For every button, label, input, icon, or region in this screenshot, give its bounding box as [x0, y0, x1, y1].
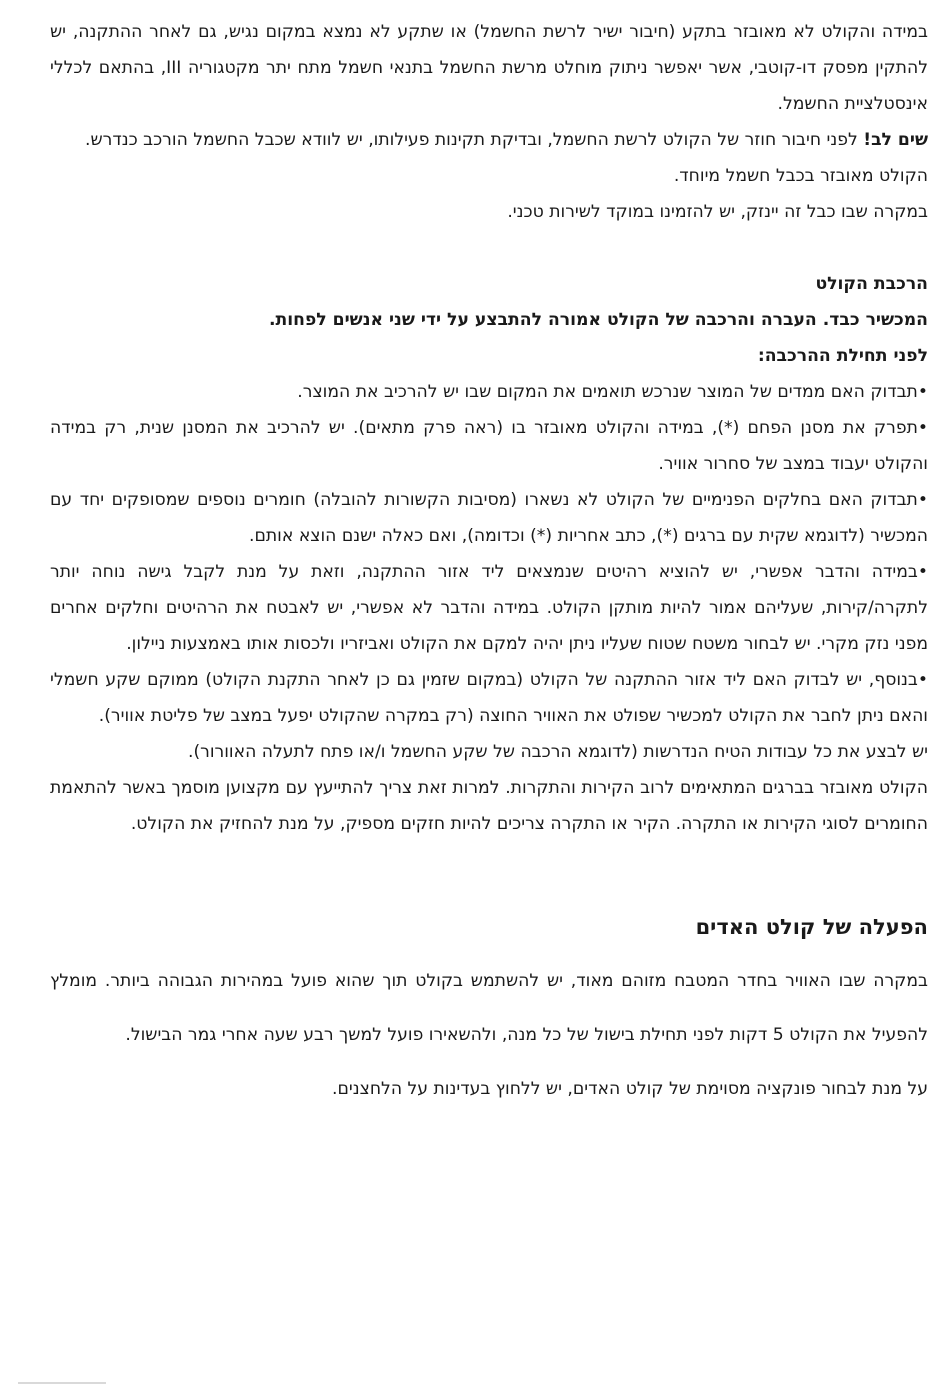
assembly-bullet-dimensions: •תבדוק האם ממדים של המוצר שנרכש תואמים את המקום שבו יש להרכיב את המוצר. [297, 382, 928, 402]
assembly-bullet-furniture: •במידה והדבר אפשרי, יש להוציא רהיטים שנמצאים ליד אזור ההתקנה, וזאת על מנת לקבל גישה נוחה יותר לתקרה/קירות, שעליהם אמור להיות מותקן הקולט. במידה והדבר לא אפשרי, יש לאבטח את הרהיטים וחלקים אחרים מפני נזק מקרי. יש לבחור משטח שטוח שעליו ניתן יהיה למקם את הקולט ואביזריו ולכסות אותו באמצעות ניילון. [50, 562, 928, 654]
page-corner-line [18, 1382, 106, 1384]
intro-note [50, 122, 928, 158]
assembly-bullet-socket: •בנוסף, יש לבדוק האם ליד אזור ההתקנה של הקולט (במקום שזמין גם כן לאחר התקנת הקולט) ממוקם שקע חשמלי והאם ניתן לחבר את הקולט למכשיר שפולט את האוויר החוצה (רק במקרה שהקולט יפעל במצב של פליטת אוויר). [50, 670, 928, 726]
note-text: לפני חיבור חוזר של הקולט לרשת החשמל, ובדיקת תקינות פעילותו, יש לוודא שכבל החשמל הורכב כנדרש. [85, 130, 864, 150]
section-spacer [50, 842, 928, 900]
operation-paragraph-buttons: על מנת לבחור פונקציה מסוימת של קולט האדים, יש ללחוץ בעדינות על הלחצנים. [332, 1079, 928, 1099]
intro-paragraph-service: במקרה שבו כבל זה יינזק, יש להזמינו במוקד לשירות טכני. [507, 202, 928, 222]
assembly-heading: הרכבת הקולט [815, 274, 928, 294]
assembly-bullet-inner-parts: •תבדוק האם בחלקים הפנימיים של הקולט לא נשארו (מסיבות הקשורות להובלה) חומרים נוספים שמסופקים יחד עם המכשיר (לדוגמא שקית עם ברגים (*), כתב אחריות (*) וכדומה), ואם כאלה ישנם הוצא אותם. [50, 490, 928, 546]
section-spacer [50, 230, 928, 266]
assembly-paragraph-screws: הקולט מאובזר בברגים המתאימים לרוב הקירות והתקרות. למרות זאת צריך להתייעץ עם מקצוען מוסמך באשר להתאמת החומרים לסוגי הקירות או התקרה. הקיר או התקרה צריכים להיות חזקים מספיק, על מנת להחזיק את הקולט. [50, 778, 928, 834]
operation-paragraph-speed: במקרה שבו האוויר בחדר המטבח מזוהם מאוד, יש להשתמש בקולט תוך שהוא פועל במהירות הגבוהה ביותר. מומלץ להפעיל את הקולט 5 דקות לפני תחילת בישול של כל מנה, ולהשאירו פועל למשך רבע שעה אחרי גמר הבישול. [50, 971, 928, 1045]
assembly-paragraph-plaster: יש לבצע את כל עבודות הטיח הנדרשות (לדוגמא הרכבה של שקע החשמל ו/או פתח לתעלה האוורור). [187, 742, 928, 762]
assembly-before-label: לפני תחילת ההרכבה: [757, 346, 928, 366]
operation-heading: הפעלה של קולט האדים [695, 915, 928, 939]
assembly-bullet-filter: •תפרק את מסנן הפחם (*), במידה והקולט מאובזר בו (ראה פרק מתאים). יש להרכיב את המסנן שנית, רק במידה והקולט יעבוד במצב של סחרור אוויר. [50, 418, 928, 474]
intro-paragraph-cable: הקולט מאובזר בכבל חשמל מיוחד. [673, 166, 928, 186]
assembly-warning: המכשיר כבד. העברה והרכבה של הקולט אמורה להתבצע על ידי שני אנשים לפחות. [268, 310, 928, 330]
intro-paragraph-switch: במידה והקולט לא מאובזר בתקע (חיבור ישיר לרשת החשמל) או שתקע לא נמצא במקום נגיש, גם לאחר ההתקנה, יש להתקין מפסק דו-קוטבי, אשר יאפשר ניתוק מוחלט מרשת החשמל בתנאי חשמל מתח יתר מקטגוריה III, בהתאם לכללי אינסטלציית החשמל. [50, 22, 928, 114]
note-lead: שים לב! [863, 130, 928, 150]
